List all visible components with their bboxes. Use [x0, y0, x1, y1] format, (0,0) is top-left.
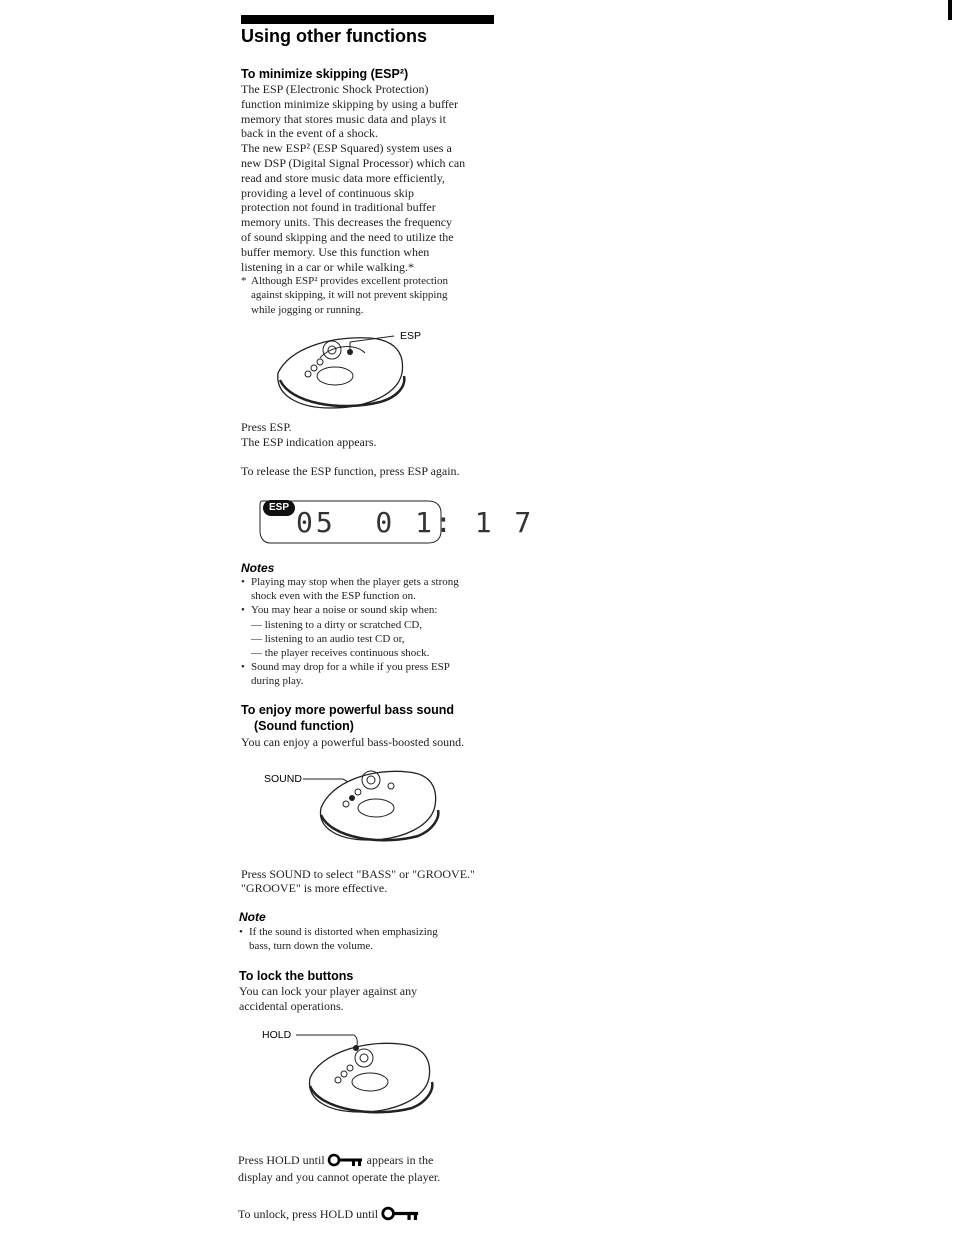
esp-indication: The ESP indication appears.: [241, 435, 377, 449]
notes-item: [241, 603, 459, 660]
esp-body-line: The new ESP² (ESP Squared) system uses a: [241, 141, 452, 156]
hold-unlock-line: [238, 1206, 421, 1222]
esp-footnote-line: against skipping, it will not prevent skipping: [251, 289, 448, 302]
hold-callout-label: HOLD: [262, 1029, 292, 1041]
esp-footnote: [241, 274, 448, 317]
hold-press-line1: [238, 1153, 433, 1168]
display-readout: 05 0 1: 1 7: [296, 506, 535, 539]
esp-body-line: memory that stores music data and plays it: [241, 111, 446, 126]
esp-heading: To minimize skipping (ESP²): [241, 67, 409, 81]
hold-press-line2: display and you cannot operate the player.: [238, 1170, 441, 1184]
sound-callout-label: SOUND: [264, 773, 302, 785]
notes-list: [241, 575, 459, 689]
sound-heading-line2: (Sound function): [254, 719, 354, 733]
page-edge-mark: [948, 0, 952, 20]
note-item-line2: bass, turn down the volume.: [249, 940, 374, 953]
esp-body-line: new DSP (Digital Signal Processor) which can: [241, 155, 466, 170]
sound-heading-line1: To enjoy more powerful bass sound: [241, 703, 454, 717]
hold-press-after: appears in the: [366, 1153, 434, 1167]
sound-press-line2: "GROOVE" is more effective.: [241, 881, 388, 895]
notes-item: [241, 660, 459, 688]
esp-footnote-line: while jogging or running.: [251, 303, 364, 316]
notes-item-line: • Sound may drop for a while if you press ESP: [251, 661, 450, 674]
hold-press-before: Press HOLD until: [238, 1153, 325, 1167]
hold-unlock-text: To unlock, press HOLD until: [238, 1207, 379, 1221]
esp-press: Press ESP.: [241, 420, 292, 434]
notes-item-line: shock even with the ESP function on.: [251, 590, 416, 603]
esp-body-line: memory units. This decreases the frequency: [241, 215, 453, 230]
notes-heading: Notes: [241, 561, 275, 575]
esp-body-line: of sound skipping and the need to utilize the: [241, 229, 454, 244]
esp-body-line: function minimize skipping by using a buffer: [241, 96, 459, 111]
esp-callout-label: ESP: [400, 330, 422, 342]
notes-item-line: • You may hear a noise or sound skip when:: [251, 604, 438, 617]
notes-subitem: — listening to an audio test CD or,: [251, 632, 405, 645]
esp-body: [241, 82, 465, 274]
esp-body-line: listening in a car or while walking.*: [241, 259, 414, 274]
player-illustration-sound: [303, 758, 443, 850]
page-title: Using other functions: [241, 26, 427, 46]
hold-body-line1: You can lock your player against any: [239, 984, 418, 998]
esp-body-line: The ESP (Electronic Shock Protection): [241, 82, 429, 96]
note-item-line1: • If the sound is distorted when emphasizing: [249, 926, 438, 938]
esp-footnote-line: Although ESP² provides excellent protection: [251, 275, 448, 287]
sound-body: You can enjoy a powerful bass-boosted sound.: [241, 735, 465, 749]
player-illustration-hold: [296, 1030, 441, 1120]
esp-body-line: buffer memory. Use this function when: [241, 244, 430, 259]
key-lock-icon: [381, 1206, 421, 1221]
notes-subitem: — the player receives continuous shock.: [251, 647, 430, 660]
notes-item: [241, 575, 459, 603]
footnote-mark: *: [241, 275, 247, 287]
esp-release: To release the ESP function, press ESP again.: [241, 464, 460, 478]
section-rule: [241, 15, 494, 24]
esp-body-line: read and store music data more efficiently,: [241, 170, 445, 185]
notes-item-line: during play.: [251, 675, 304, 688]
notes-subitem: — listening to a dirty or scratched CD,: [251, 618, 423, 631]
esp-body-line: providing a level of continuous skip: [241, 185, 414, 200]
esp-body-line: protection not found in traditional buffer: [241, 200, 436, 215]
key-lock-icon: [328, 1153, 364, 1167]
esp-indicator-badge: ESP: [263, 500, 295, 516]
esp-body-line: back in the event of a shock.: [241, 126, 378, 141]
hold-heading: To lock the buttons: [239, 969, 354, 983]
note-heading: Note: [239, 910, 266, 924]
hold-body-line2: accidental operations.: [239, 999, 344, 1013]
sound-press-line1: Press SOUND to select "BASS" or "GROOVE.": [241, 867, 475, 881]
note-list: [239, 925, 438, 953]
notes-item-line: • Playing may stop when the player gets a strong: [251, 576, 459, 588]
